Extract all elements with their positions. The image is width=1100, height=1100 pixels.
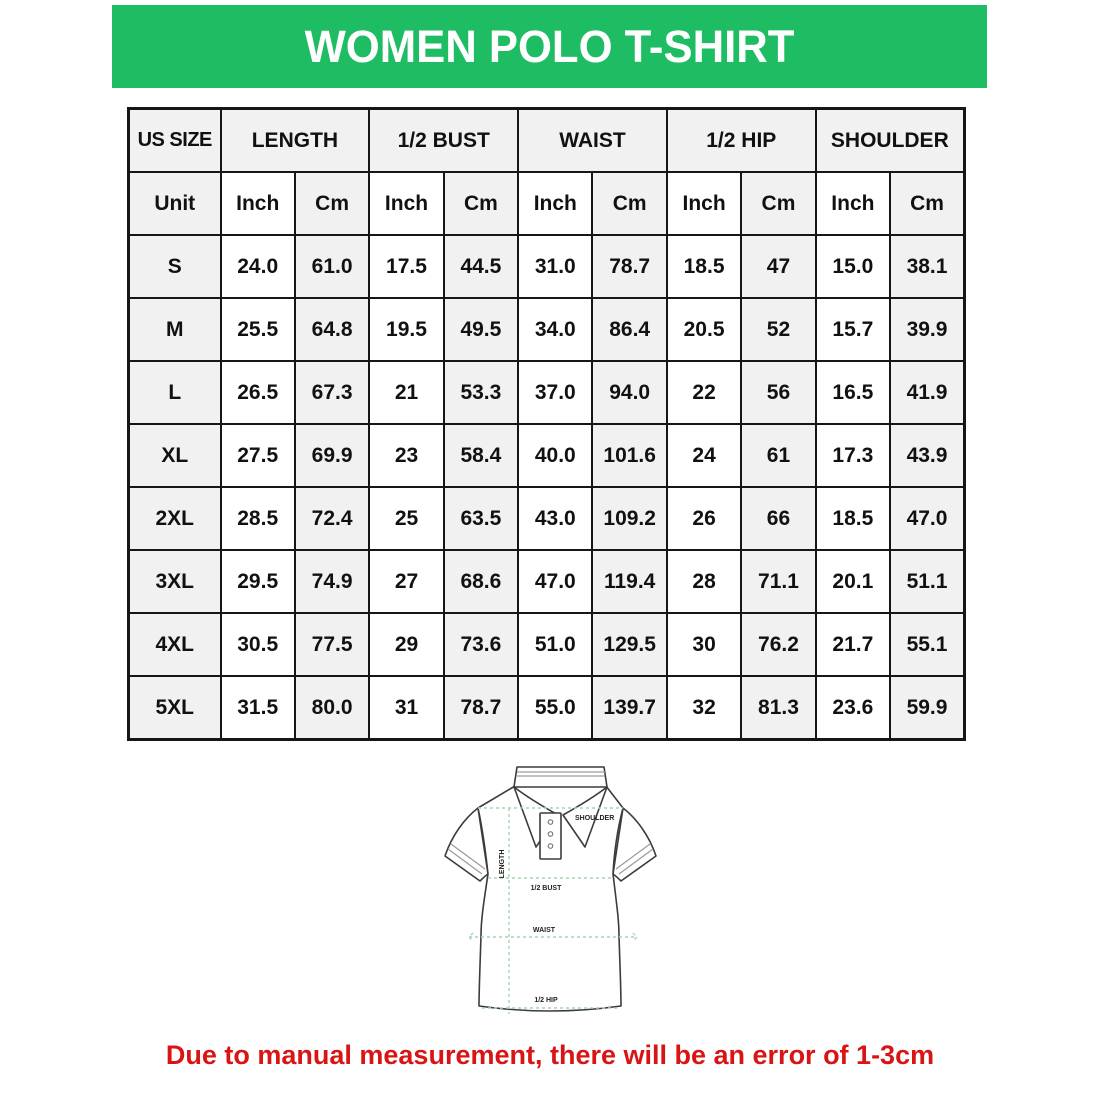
unit-cell: Inch (518, 172, 592, 235)
value-cell: 61.0 (295, 235, 369, 298)
value-cell: 21 (369, 361, 443, 424)
value-cell: 23 (369, 424, 443, 487)
value-cell: 139.7 (592, 676, 666, 740)
button-2 (548, 832, 553, 837)
value-cell: 31 (369, 676, 443, 740)
value-cell: 21.7 (816, 613, 890, 676)
value-cell: 30.5 (221, 613, 295, 676)
column-header: 1/2 BUST (369, 109, 518, 173)
size-cell: 5XL (129, 676, 221, 740)
value-cell: 56 (741, 361, 815, 424)
title-banner (112, 5, 987, 88)
value-cell: 119.4 (592, 550, 666, 613)
size-row-m (129, 298, 965, 361)
unit-cell: Cm (592, 172, 666, 235)
value-cell: 129.5 (592, 613, 666, 676)
value-cell: 31.0 (518, 235, 592, 298)
value-cell: 22 (667, 361, 741, 424)
unit-cell: Inch (221, 172, 295, 235)
value-cell: 19.5 (369, 298, 443, 361)
size-cell: 4XL (129, 613, 221, 676)
size-row-l (129, 361, 965, 424)
value-cell: 41.9 (890, 361, 964, 424)
unit-cell: Cm (890, 172, 964, 235)
value-cell: 39.9 (890, 298, 964, 361)
value-cell: 55.1 (890, 613, 964, 676)
value-cell: 29.5 (221, 550, 295, 613)
value-cell: 20.1 (816, 550, 890, 613)
bust-label: 1/2 BUST (530, 885, 562, 892)
value-cell: 25.5 (221, 298, 295, 361)
hip-label: 1/2 HIP (534, 997, 558, 1004)
column-header: 1/2 HIP (667, 109, 816, 173)
size-row-s (129, 235, 965, 298)
value-cell: 15.0 (816, 235, 890, 298)
size-row-xl (129, 424, 965, 487)
column-header: WAIST (518, 109, 667, 173)
value-cell: 38.1 (890, 235, 964, 298)
value-cell: 51.1 (890, 550, 964, 613)
unit-cell: Inch (369, 172, 443, 235)
unit-cell: Inch (816, 172, 890, 235)
value-cell: 31.5 (221, 676, 295, 740)
value-cell: 32 (667, 676, 741, 740)
measurement-note: Due to manual measurement, there will be an error of 1-3cm (165, 1040, 935, 1070)
value-cell: 40.0 (518, 424, 592, 487)
value-cell: 59.9 (890, 676, 964, 740)
value-cell: 28.5 (221, 487, 295, 550)
value-cell: 81.3 (741, 676, 815, 740)
size-cell: L (129, 361, 221, 424)
value-cell: 24.0 (221, 235, 295, 298)
value-cell: 52 (741, 298, 815, 361)
value-cell: 27 (369, 550, 443, 613)
value-cell: 18.5 (816, 487, 890, 550)
column-header: LENGTH (221, 109, 370, 173)
value-cell: 72.4 (295, 487, 369, 550)
size-cell: 2XL (129, 487, 221, 550)
column-header: SHOULDER (816, 109, 965, 173)
size-cell: 3XL (129, 550, 221, 613)
value-cell: 66 (741, 487, 815, 550)
size-row-4xl (129, 613, 965, 676)
size-row-5xl (129, 676, 965, 740)
value-cell: 37.0 (518, 361, 592, 424)
value-cell: 44.5 (444, 235, 518, 298)
value-cell: 80.0 (295, 676, 369, 740)
value-cell: 69.9 (295, 424, 369, 487)
value-cell: 16.5 (816, 361, 890, 424)
value-cell: 15.7 (816, 298, 890, 361)
value-cell: 34.0 (518, 298, 592, 361)
unit-cell: Cm (741, 172, 815, 235)
value-cell: 73.6 (444, 613, 518, 676)
size-cell: M (129, 298, 221, 361)
value-cell: 71.1 (741, 550, 815, 613)
value-cell: 64.8 (295, 298, 369, 361)
value-cell: 26.5 (221, 361, 295, 424)
value-cell: 26 (667, 487, 741, 550)
page-title: WOMEN POLO T-SHIRT (304, 20, 795, 72)
size-cell: XL (129, 424, 221, 487)
value-cell: 86.4 (592, 298, 666, 361)
value-cell: 23.6 (816, 676, 890, 740)
unit-cell: Cm (295, 172, 369, 235)
value-cell: 24 (667, 424, 741, 487)
value-cell: 109.2 (592, 487, 666, 550)
column-header-us-size: US SIZE (129, 109, 221, 173)
size-row-3xl (129, 550, 965, 613)
value-cell: 78.7 (444, 676, 518, 740)
value-cell: 67.3 (295, 361, 369, 424)
value-cell: 43.0 (518, 487, 592, 550)
value-cell: 25 (369, 487, 443, 550)
value-cell: 51.0 (518, 613, 592, 676)
unit-row (129, 172, 965, 235)
value-cell: 47.0 (518, 550, 592, 613)
value-cell: 101.6 (592, 424, 666, 487)
size-row-2xl (129, 487, 965, 550)
value-cell: 78.7 (592, 235, 666, 298)
unit-cell: Inch (667, 172, 741, 235)
header-row (129, 109, 965, 173)
waist-label: WAIST (532, 927, 556, 934)
value-cell: 18.5 (667, 235, 741, 298)
value-cell: 47.0 (890, 487, 964, 550)
value-cell: 94.0 (592, 361, 666, 424)
value-cell: 55.0 (518, 676, 592, 740)
value-cell: 27.5 (221, 424, 295, 487)
value-cell: 20.5 (667, 298, 741, 361)
length-label: LENGTH (499, 849, 506, 879)
value-cell: 49.5 (444, 298, 518, 361)
value-cell: 53.3 (444, 361, 518, 424)
unit-label-cell: Unit (129, 172, 221, 235)
value-cell: 17.5 (369, 235, 443, 298)
shoulder-label: SHOULDER (575, 815, 615, 822)
size-chart-table (127, 107, 966, 741)
value-cell: 28 (667, 550, 741, 613)
value-cell: 47 (741, 235, 815, 298)
value-cell: 58.4 (444, 424, 518, 487)
unit-cell: Cm (444, 172, 518, 235)
value-cell: 17.3 (816, 424, 890, 487)
value-cell: 68.6 (444, 550, 518, 613)
collar-band (514, 767, 607, 787)
value-cell: 43.9 (890, 424, 964, 487)
value-cell: 30 (667, 613, 741, 676)
value-cell: 77.5 (295, 613, 369, 676)
value-cell: 29 (369, 613, 443, 676)
button-1 (548, 820, 553, 825)
size-cell: S (129, 235, 221, 298)
value-cell: 63.5 (444, 487, 518, 550)
value-cell: 61 (741, 424, 815, 487)
value-cell: 76.2 (741, 613, 815, 676)
button-3 (548, 844, 553, 849)
value-cell: 74.9 (295, 550, 369, 613)
polo-shirt-diagram (425, 757, 685, 1042)
